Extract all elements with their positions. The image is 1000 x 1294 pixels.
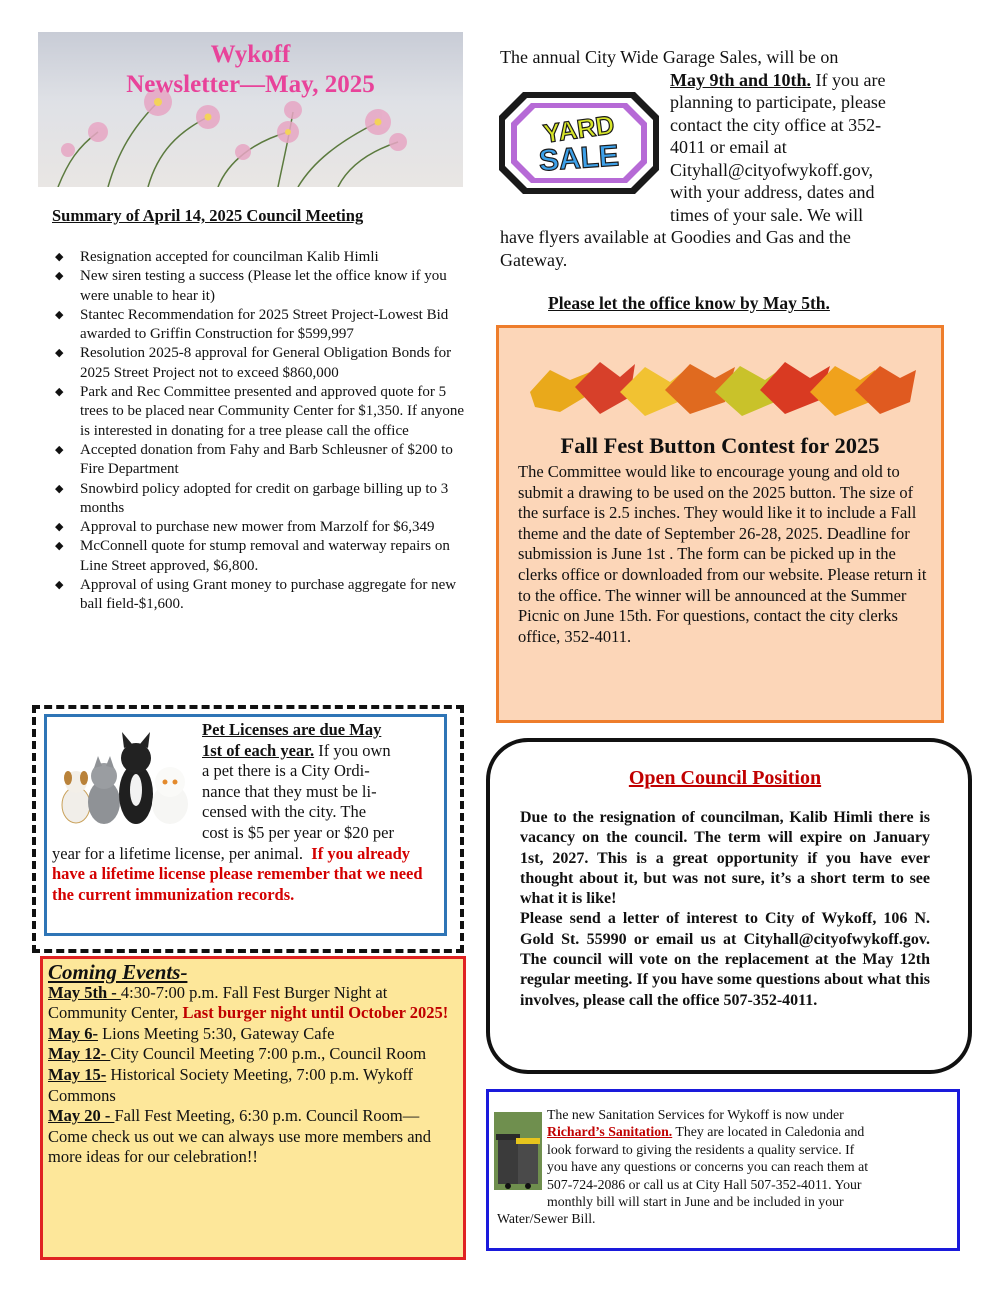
diamond-bullet-icon: ◆ (55, 443, 64, 456)
diamond-bullet-icon: ◆ (55, 521, 64, 534)
list-item: May 20 - Fall Fest Meeting, 6:30 p.m. Council Room—Come check us out we can always use more members and more ideas for our celebration!! (48, 1106, 432, 1167)
list-item: ◆ Park and Rec Committee presented and approved quote for 5 trees to be placed near Community Center for $1,350. If anyone is interested in donating for a tree please call the office (55, 384, 465, 439)
list-item: ◆ Resolution 2025-8 approval for General Obligation Bonds for 2025 Street Project not to exceed $860,000 (55, 345, 452, 381)
pet-license-text: Pet Licenses are due May 1st of each year. If you own a pet there is a City Ordi- nance that they must be li- censed with the city. The cost is $5 per year or $20 per year for a lifetime license, per animal. If you already have a lifetime license please remember that we need the current immunization records. (52, 720, 423, 904)
diamond-bullet-icon: ◆ (55, 482, 64, 495)
list-item: ◆ New siren testing a success (Please let the office know if you were unable to hear it) (55, 268, 447, 304)
coming-events-title: Coming Events- (48, 960, 188, 984)
pet-immunization-note: If you already have a lifetime license please remember that we need the current immunization records. (52, 843, 423, 904)
richards-sanitation-link[interactable]: Richard’s Sanitation. (547, 1124, 673, 1140)
office-note: Please let the office know by May 5th. (548, 293, 830, 313)
sanitation-text: The new Sanitation Services for Wykoff is now under Richard’s Sanitation. They are located in Caledonia and look forward to giving the residents a quality service. If you have any questions or concerns you can reach them at 507-724-2086 or call us at City Hall 507-352-4011. Your monthly bill will start in June and be included in your Water/Sewer Bill. (497, 1107, 869, 1227)
summary-list (52, 248, 472, 615)
yard-sale-dates: May 9th and 10th. (670, 69, 812, 90)
yard-sale-text: The annual City Wide Garage Sales, will be on May 9th and 10th. If you are planning to participate, please contact the city office at 352- 4011 or email at Cityhall@cityofwykoff.gov, with your address, dates and times of your sale. We will have flyers available at Goodies and Gas and the Gateway. (500, 46, 920, 271)
autumn-leaves-icon (520, 352, 920, 427)
open-council-body: Due to the resignation of councilman, Kalib Himli there is vacancy on the council. The term will expire on January 1st, 2027. This is a great opportunity if you have ever thought about it, but was not sure, it’s a short term to see what it is like! Please send a letter of interest to City of Wykoff, 106 N. Gold St. 55990 or email us at Cityhall@cityofwykoff.gov. The council will vote on the replacement at the May 12th regular meeting. If you have some questions about what this involves, please call the office 507-352-4011. (520, 809, 930, 1009)
pet-heading: Pet Licenses are due May (202, 720, 382, 739)
yard-sale-email: Cityhall@cityofwykoff.gov, (670, 159, 874, 180)
yard-sale-logo-word2: SALE (537, 139, 620, 178)
list-item: ◆ Approval of using Grant money to purchase aggregate for new ball field-$1,600. (55, 577, 457, 613)
open-council-title: Open Council Position (628, 767, 822, 789)
list-item: May 5th - 4:30-7:00 p.m. Fall Fest Burger Night at Community Center, Last burger night until October 2025! (48, 982, 449, 1023)
list-item: May 12- City Council Meeting 7:00 p.m., Council Room (48, 1044, 427, 1064)
fall-fest-title: Fall Fest Button Contest for 2025 (560, 433, 880, 458)
list-item: ◆ McConnell quote for stump removal and waterway repairs on Line Street approved, $6,800. (55, 538, 450, 574)
list-item: May 6- Lions Meeting 5:30, Gateway Cafe (48, 1023, 335, 1043)
list-item: May 15- Historical Society Meeting, 7:00 p.m. Wykoff Commons (48, 1064, 414, 1105)
summary-title: Summary of April 14, 2025 Council Meeting (52, 206, 364, 225)
newsletter-title-line2: Newsletter—May, 2025 (126, 71, 375, 98)
yard-sale-logo-word1: YARD (541, 109, 617, 149)
list-item: ◆ Resignation accepted for councilman Kalib Himli (52, 248, 472, 267)
diamond-bullet-icon: ◆ (55, 347, 64, 360)
diamond-bullet-icon: ◆ (55, 251, 64, 263)
diamond-bullet-icon: ◆ (55, 386, 64, 399)
diamond-bullet-icon: ◆ (55, 270, 64, 283)
yard-sale-logo (495, 88, 663, 198)
list-item: ◆ Approval to purchase new mower from Marzolf for $6,349 (52, 518, 472, 537)
newsletter-banner (38, 32, 463, 187)
newsletter-title-line1: Wykoff (210, 41, 291, 68)
diamond-bullet-icon: ◆ (55, 540, 64, 553)
diamond-bullet-icon: ◆ (55, 308, 64, 321)
list-item: ◆ Snowbird policy adopted for credit on garbage billing up to 3 months (55, 480, 449, 516)
fall-fest-body: The Committee would like to encourage young and old to submit a drawing to be used on the 2025 button. The size of the surface is 2.5 inches. They would like it to include a Fall theme and the date of September 26-28, 2025. Deadline for submission is June 1st . The form can be picked up in the clerks office or downloaded from our website. Please return it to the office. The winner will be announced at the Summer Picnic on June 15th. For questions, contact the city clerks office, 352-4011. (518, 462, 927, 646)
list-item: ◆ Accepted donation from Fahy and Barb Schleusner of $200 to Fire Department (55, 441, 453, 478)
diamond-bullet-icon: ◆ (55, 579, 64, 592)
coming-events-text (48, 962, 458, 1168)
list-item: ◆ Stantec Recommendation for 2025 Street Project-Lowest Bid awarded to Griffin Construction for $599,997 (55, 306, 449, 343)
